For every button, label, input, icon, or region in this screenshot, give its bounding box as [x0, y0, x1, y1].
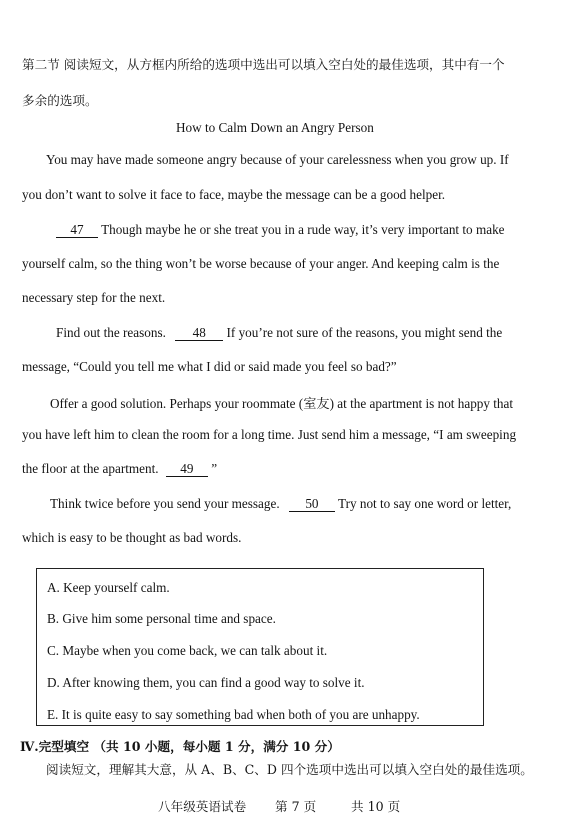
section-instruction-line1: 第二节 阅读短文，从方框内所给的选项中选出可以填入空白处的最佳选项，其中有一个: [22, 57, 505, 72]
option-d[interactable]: D. After knowing them, you can find a good way to solve it.: [47, 675, 365, 690]
options-box: [36, 568, 484, 726]
section-instruction-line2: 多余的选项。: [22, 93, 98, 108]
passage-title: How to Calm Down an Angry Person: [176, 120, 374, 135]
option-a[interactable]: A. Keep yourself calm.: [47, 580, 170, 595]
paragraph-2-line1: [56, 222, 505, 238]
paragraph-3-lead: Find out the reasons.: [56, 325, 166, 340]
footer-exam-name: 八年级英语试卷: [158, 799, 247, 814]
paragraph-4-lead: the floor at the apartment.: [22, 461, 159, 476]
option-b[interactable]: B. Give him some personal time and space.: [47, 611, 276, 626]
section-iv-heading: Ⅳ.完型填空 （共 10 小题，每小题 1 分，满分 10 分）: [20, 739, 340, 754]
paragraph-4-line1: Offer a good solution. Perhaps your roommate (室友) at the apartment is not happy that: [50, 396, 514, 411]
option-c[interactable]: C. Maybe when you come back, we can talk about it.: [47, 643, 328, 658]
paragraph-4-quote-close: ”: [211, 461, 218, 476]
paragraph-3-tail: If you’re not sure of the reasons, you might send the: [226, 325, 503, 340]
paragraph-3-line2: message, “Could you tell me what I did or said made you feel so bad?”: [22, 359, 397, 374]
paragraph-5-lead: Think twice before you send your message.: [50, 496, 280, 511]
blank-48[interactable]: 48: [175, 326, 223, 341]
section-iv-instruction: 阅读短文，理解其大意，从 A、B、C、D 四个选项中选出可以填入空白处的最佳选项。: [46, 762, 533, 777]
paragraph-4-line3: [22, 461, 217, 477]
blank-47[interactable]: 47: [56, 223, 98, 238]
paragraph-2-line2: yourself calm, so the thing won’t be worse because of your anger. And keeping calm is the: [22, 256, 500, 271]
paragraph-5-line1: [50, 496, 511, 512]
footer-page-number: 第 7 页: [275, 799, 317, 814]
paragraph-4-line2: you have left him to clean the room for a long time. Just send him a message, “I am sweeping: [22, 427, 517, 442]
paragraph-1-line2: you don’t want to solve it face to face, maybe the message can be a good helper.: [22, 187, 446, 202]
paragraph-5-line2: which is easy to be thought as bad words.: [22, 530, 242, 545]
paragraph-2-line3: necessary step for the next.: [22, 290, 166, 305]
footer-total-pages: 共 10 页: [351, 799, 401, 814]
blank-50[interactable]: 50: [289, 497, 335, 512]
paragraph-1-line1: You may have made someone angry because of your carelessness when you grow up. If: [46, 152, 509, 167]
paragraph-3-line1: [56, 325, 502, 341]
blank-49[interactable]: 49: [166, 462, 208, 477]
paragraph-5-tail: Try not to say one word or letter,: [337, 496, 512, 511]
option-e[interactable]: E. It is quite easy to say something bad when both of you are unhappy.: [47, 707, 420, 722]
paragraph-2-text: Though maybe he or she treat you in a rude way, it’s very important to make: [101, 222, 505, 237]
